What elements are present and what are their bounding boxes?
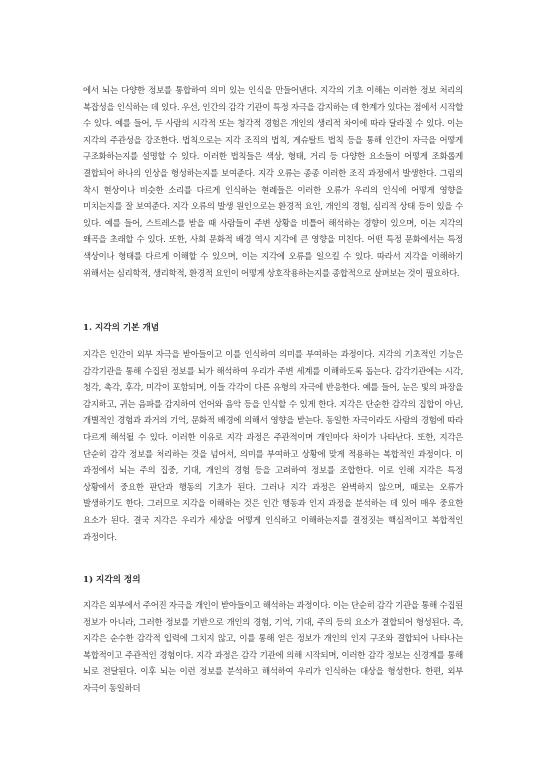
subsection-heading-definition: 1) 지각의 정의 <box>83 575 141 585</box>
subsection-paragraph-definition: 지각은 외부에서 주어진 자극을 개인이 받아들이고 해석하는 과정이다. 이는 단순히 감각 기관을 통해 수집된 정보가 아니라, 그러한 정보를 기반으로 개인의 경험, 기억, 기대, 주의 등의 요소가 결합되어 형성된다. 즉, 지각은 순수한 감각적 입력에 그치지 않고, 이를 통해 얻은 정보가 개인의 인지 구조와 결합되어 나타나는 복합적이고 주관적인 경험이다. 지각 과정은 감각 기관에 의해 시작되며, 이러한 감각 정보는 신경계를 통해 뇌로 전달된다. 이후 뇌는 이런 정보를 분석하고 해석하여 우리가 인식하는 대상을 형성한다. 한편, 외부 자극이 동일하더 <box>83 600 463 693</box>
section-paragraph-basic-concept: 지각은 인간이 외부 자극을 받아들이고 이를 인식하여 의미를 부여하는 과정이다. 지각의 기초적인 기능은 감각기관을 통해 수집된 정보를 뇌가 해석하여 우리가 주변 세계를 이해하도록 돕는다. 감각기관에는 시각, 청각, 촉각, 후각, 미각이 포함되며, 이들 각각이 다른 유형의 자극에 반응한다. 예를 들어, 눈은 빛의 파장을 감지하고, 귀는 음파를 감지하여 언어와 음악 등을 인식할 수 있게 한다. 지각은 단순한 감각의 집합이 아닌, 개별적인 경험과 과거의 기억, 문화적 배경에 의해서 영향을 받는다. 동일한 자극이라도 사람의 경험에 따라 다르게 해석될 수 있다. 이러한 이유로 지각 과정은 주관적이며 개인마다 차이가 나타난다. 또한, 지각은 단순히 감각 정보를 처리하는 것을 넘어서, 의미를 부여하고 상황에 맞게 적용하는 복합적인 과정이다. 이 과정에서 뇌는 주의 집중, 기대, 개인의 경험 등을 고려하여 정보를 조합한다. 이로 인해 지각은 특정 상황에서 중요한 판단과 행동의 기초가 된다. 그러나 지각 과정은 완벽하지 않으며, 때로는 오류가 발생하기도 한다. 그러므로 지각을 이해하는 것은 인간 행동과 인지 과정을 분석하는 데 있어 매우 중요한 요소가 된다. 결국 지각은 우리가 세상을 어떻게 인식하고 이해하는지를 결정짓는 핵심적이고 복합적인 과정이다. <box>83 349 463 542</box>
intro-paragraph: 에서 뇌는 다양한 정보를 통합하여 의미 있는 인식을 만들어낸다. 지각의 기초 이해는 이러한 정보 처리의 복잡성을 인식하는 데 있다. 우선, 인간의 감각 기관이 특정 자극을 감지하는 데 한계가 있다는 점에서 시작할 수 있다. 예를 들어, 두 사람의 시각적 또는 청각적 경험은 개인의 생리적 차이에 따라 달라질 수 있다. 이는 지각의 주관성을 강조한다. 법칙으로는 지각 조직의 법칙, 게슈탈트 법칙 등을 통해 인간이 자극을 어떻게 구조화하는지를 설명할 수 있다. 이러한 법칙들은 색상, 형태, 거리 등 다양한 요소들이 어떻게 조화롭게 결합되어 하나의 인상을 형성하는지를 보여준다. 지각 오류는 종종 이러한 조직 과정에서 발생한다. 그림의 착시 현상이나 비슷한 소리를 다르게 인식하는 현례들은 이러한 오류가 우리의 인식에 어떻게 영향을 미치는지를 잘 보여준다. 지각 오류의 발생 원인으로는 환경적 요인, 개인의 경험, 심리적 상태 등이 있을 수 있다. 예를 들어, 스트레스를 받을 때 사람들이 주변 상황을 비틀어 해석하는 경향이 있으며, 이는 지각의 왜곡을 초래할 수 있다. 또한, 사회 문화적 배경 역시 지각에 큰 영향을 미친다. 어떤 특정 문화에서는 특정 색상이나 형태를 다르게 이해할 수 있으며, 이는 지각에 오류를 일으킬 수 있다. 따라서 지각을 이해하기 위해서는 심리학적, 생리학적, 환경적 요인이 어떻게 상호작용하는지를 종합적으로 살펴보는 것이 필요하다. <box>83 85 463 278</box>
section-heading-basic-concept: 1. 지각의 기본 개념 <box>83 323 160 333</box>
